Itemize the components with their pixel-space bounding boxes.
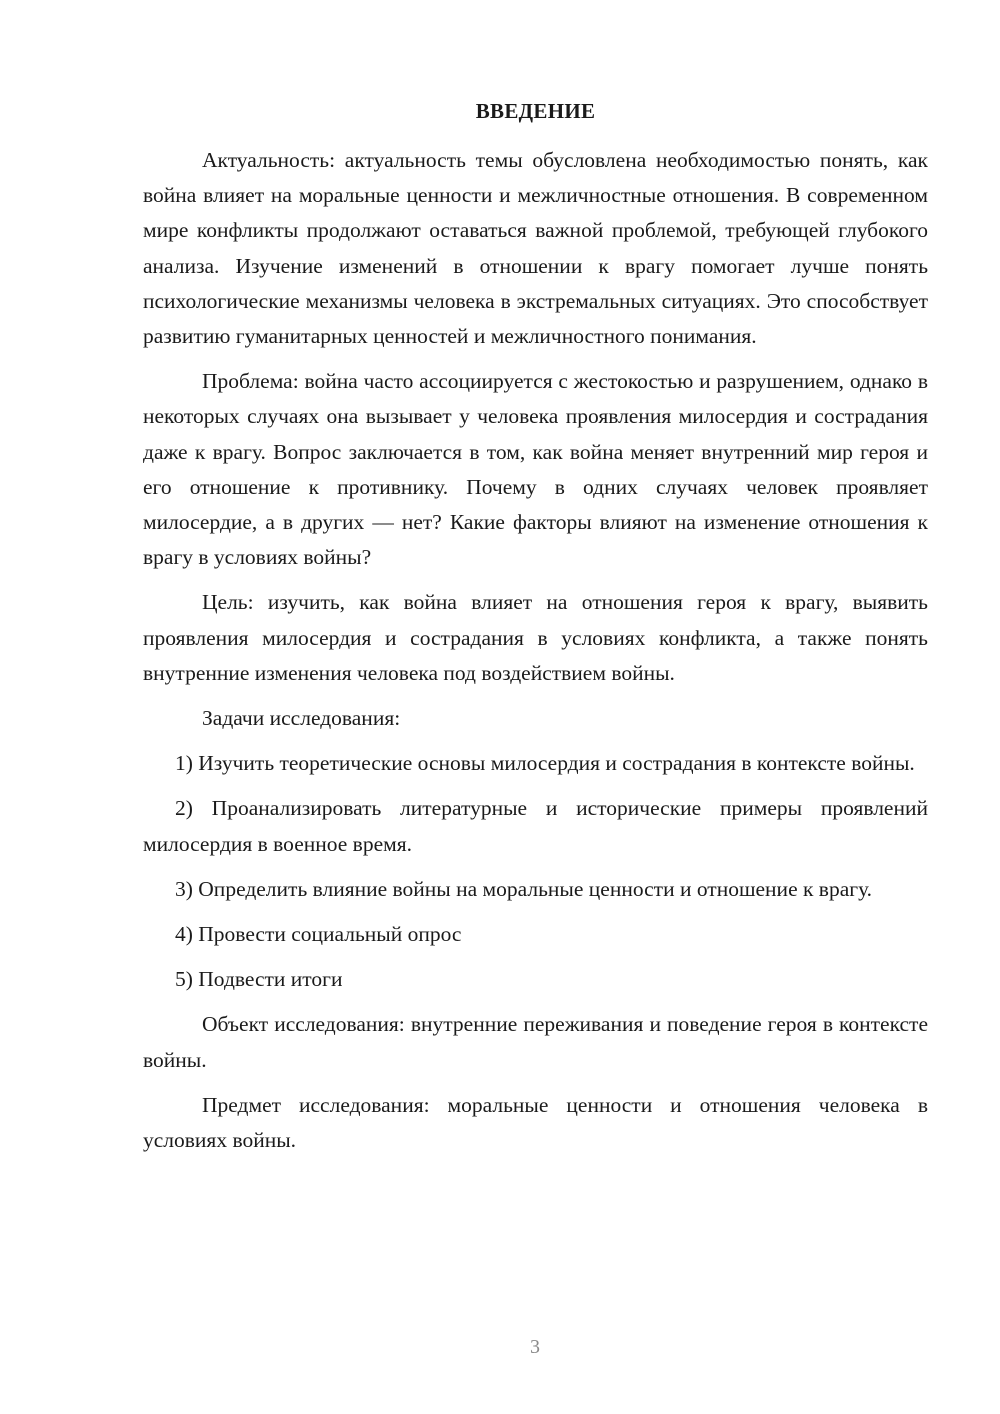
- goal-paragraph: Цель: изучить, как война влияет на отношения героя к врагу, выявить проявления милосердия и сострадания в условиях конфликта, а также понять внутренние изменения человека под воздействием войны.: [143, 590, 928, 685]
- task-item: 3) Определить влияние войны на моральные ценности и отношение к врагу.: [175, 876, 873, 901]
- problem-paragraph: Проблема: война часто ассоциируется с жестокостью и разрушением, однако в некоторых случаях она вызывает у человека проявления милосердия и сострадания даже к врагу. Вопрос заключается в том, как война меняет внутренний мир героя и его отношение к противнику. Почему в одних случаях человек проявляет милосердие, а в других — нет? Какие факторы влияют на изменение отношения к врагу в условиях войны?: [143, 369, 928, 570]
- relevance-paragraph: Актуальность: актуальность темы обусловлена необходимостью понять, как война влияет на моральные ценности и межличностные отношения. В современном мире конфликты продолжают оставаться важной проблемой, требующей глубокого анализа. Изучение изменений в отношении к врагу помогает лучше понять психологические механизмы человека в экстремальных ситуациях. Это способствует развитию гуманитарных ценностей и межличностного понимания.: [143, 148, 928, 349]
- object-paragraph: Объект исследования: внутренние переживания и поведение героя в контексте войны.: [143, 1012, 928, 1072]
- document-body: [143, 143, 928, 1168]
- subject-paragraph: Предмет исследования: моральные ценности и отношения человека в условиях войны.: [143, 1092, 928, 1153]
- tasks-title: Задачи исследования:: [202, 706, 401, 731]
- task-item: 1) Изучить теоретические основы милосердия и сострадания в контексте войны.: [175, 751, 915, 776]
- task-item: 2) Проанализировать литературные и исторические примеры проявлений милосердия в военное время.: [143, 796, 928, 856]
- task-item: 4) Провести социальный опрос: [175, 922, 462, 947]
- page-number: 3: [530, 1336, 540, 1358]
- task-item: 5) Подвести итоги: [175, 967, 343, 992]
- section-heading: ВВЕДЕНИЕ: [475, 99, 596, 123]
